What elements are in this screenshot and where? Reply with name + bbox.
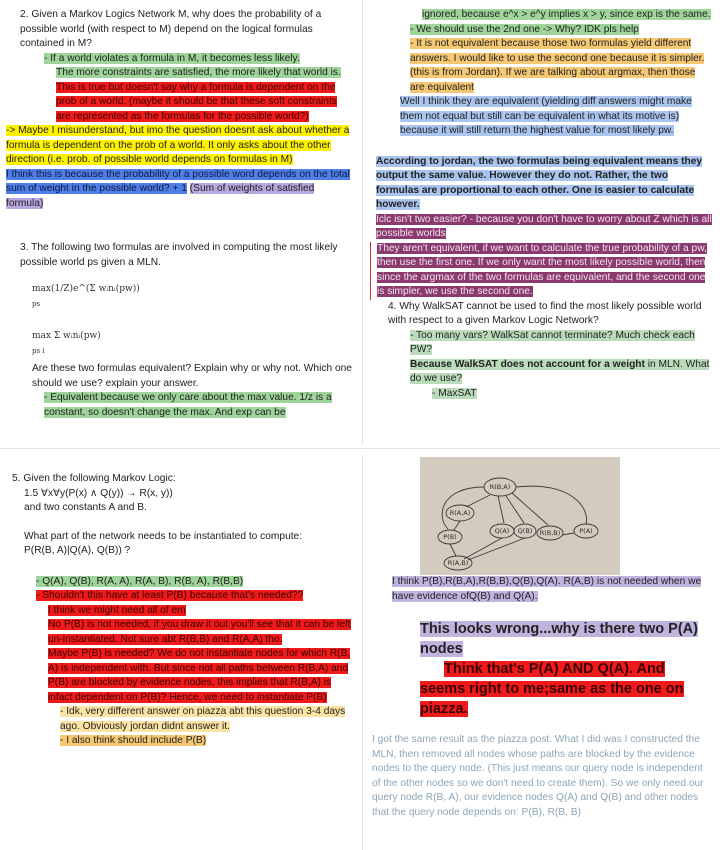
divider-vertical-top [362,0,363,445]
svg-text:Q(B): Q(B) [517,527,533,535]
q5-constants: and two constants A and B. [24,502,147,513]
q4-answer-1: - Too many vars? WalkSat cannot terminate? Much check each PW? [410,329,695,355]
panel-top-left [6,8,352,446]
q3-jordan: According to jordan, the two formulas being equivalent means they output the same value. However they do not. Rather, the two formulas are proportional to each other. One is easier to calculate however. [376,155,703,210]
q2-question: 2. Given a Markov Logics Network M, why does the probability of a possible world (with respect to M) depend on the logical formulas contained in M? [20,9,322,49]
q5-answer-3: I think we might need all of em [48,604,186,616]
q5-part: What part of the network needs to be instantiated to compute: [24,530,303,542]
panel-top-right [370,8,712,446]
q5-answer-5: Maybe P(B) is needed? We do not instantiate nodes for which R(B, A) is independent with. But since not all paths between R(B,A) and P(B) are blocked by evidence nodes, this implies that R(B,A) is infact dependent on P(B)? Hence, we need to instantiate P(B) [48,648,351,703]
svg-text:R(A,B): R(A,B) [447,559,469,567]
panel-bottom-left [6,472,356,848]
q2-answer-1: - If a world violates a formula in M, it becomes less likely. [44,52,300,64]
q3-question: 3. The following two formulas are involved in computing the most likely possible world ps given a MLN. [20,242,338,268]
q3-formula-1: max(1/Z)e^(Σ wᵢnᵢ(pw)) ps [32,284,140,308]
svg-text:R(A,A): R(A,A) [449,509,471,517]
q5-answer-6: - Idk, very different answer on piazza abt this question 3-4 days ago. Obviously jordan didnt answer it. [60,706,346,732]
panel-bottom-right [372,455,714,848]
svg-text:R(B,B): R(B,B) [539,529,561,537]
rb-gray-explanation: I got the same result as the piazza post. What I did was I constructed the MLN, then removed all nodes whose paths are blocked by the evidence nodes to the query node. (This just means our query node is independent of the other nodes so we don't need to create them). So we only need our query node R(B, A), our evidence nodes Q(A) and Q(B) and other nodes that the query node depends on: P(B), R(B, B) [372,734,704,818]
q3-well-i-think: Well I think they are equivalent (yielding diff answers might make them not equal but still can be equivalent in what its motive is) because it will still return the highest value for most likely pw. [400,96,692,136]
q5-title: 5. Given the following Markov Logic: [12,473,176,484]
rb-i-think: I think P(B),R(B,A),R(B,B),Q(B),Q(A). R(A,B) is not needed when we have evidence ofQ(B) and Q(A). [392,576,702,602]
q3-cont: ignored, because e^x > e^y implies x > y, since exp is the same. [422,9,711,20]
q3-formula-2: max Σ wᵢnᵢ(pw) ps i [32,331,101,355]
q2-answer-3: -> Maybe I misunderstand, but imo the question doesnt ask about whether a formula is dependent on the prob of a world. It only asks about the other direction (i.e. prob. of possible world depends on formulas in M) [6,125,350,165]
network-sketch-photo [420,457,620,575]
q3-arent-equivalent: They aren't equivalent, if we want to calculate the true probability of a pw, then use the first one. If we only want the most likely possible world, then since the argmax of the two formulas are equivalent, and the second one is simpler, we use the second one. [370,242,712,300]
svg-text:Q(A): Q(A) [494,527,510,535]
q4-answer-2: Because WalkSAT does not account for a weight in MLN. What do we use? [410,358,710,384]
divider-vertical-bottom [362,455,363,850]
q5-query: P(R(B, A)|Q(A), Q(B)) ? [24,545,131,556]
q3-not-equivalent: - It is not equivalent because those two formulas yield different answers. I would like to use the second one because it is simpler. (this is from Jordan). If we are talking about argmax, then those are equivalent [410,38,705,93]
q5-answer-7: - I also think should include P(B) [60,735,207,746]
rb-looks-wrong: This looks wrong...why is there two P(A) nodes [420,621,698,657]
q2-answer-1b: The more constraints are satisfied, the more likely that world is. [56,67,341,78]
divider-horizontal [0,448,720,449]
q4-question: 4. Why WalkSAT cannot be used to find the most likely possible world with respect to a given Markov Logic Network? [388,300,702,326]
q3-iclc: Iclc isn't two easier? - because you don't have to worry about Z which is all possible worlds [376,213,712,239]
q2-answer-4: I think this is because the probability of a possible word depends on the total sum of weight in the possible world? + 1 (Sum of weights of satisfied formula) [6,168,350,209]
q3-use-second: - We should use the 2nd one -> Why? IDK pls help [410,23,639,35]
q5-answer-2: - Shouldn't this have at least P(B) because that's needed?? [36,590,304,601]
q5-answer-4: No P(B) is not needed, if you draw it out you'll see that it can be left un-instantiated. Not sure abt R(B,B) and R(A,A) tho. [48,619,351,645]
q3-answer-1: - Equivalent because we only care about the max value. 1/z is a constant, so doesn't change the max. And exp can be [44,392,332,418]
svg-text:P(B): P(B) [443,533,457,541]
q3-followup: Are these two formulas equivalent? Explain why or why not. Which one should we use? explain your answer. [32,363,352,389]
svg-text:P(A): P(A) [579,527,593,535]
svg-text:R(B,A): R(B,A) [489,483,511,491]
q2-answer-2: This is true but doesn't say why a formula is dependent on the prob of a world. (maybe it should be that these soft constraints are represented as the formulas for the possible world?) [56,81,337,122]
q5-answer-1: - Q(A), Q(B), R(A, A), R(A, B), R(B, A), R(B,B) [36,575,244,587]
q4-answer-3: - MaxSAT [432,387,477,399]
q5-rule: 1.5 ∀x∀y(P(x) ∧ Q(y)) → R(x, y)) [24,487,173,499]
rb-think-pa-qa: Think that's P(A) AND Q(A). And seems right to me;same as the one on piazza. [420,661,684,717]
